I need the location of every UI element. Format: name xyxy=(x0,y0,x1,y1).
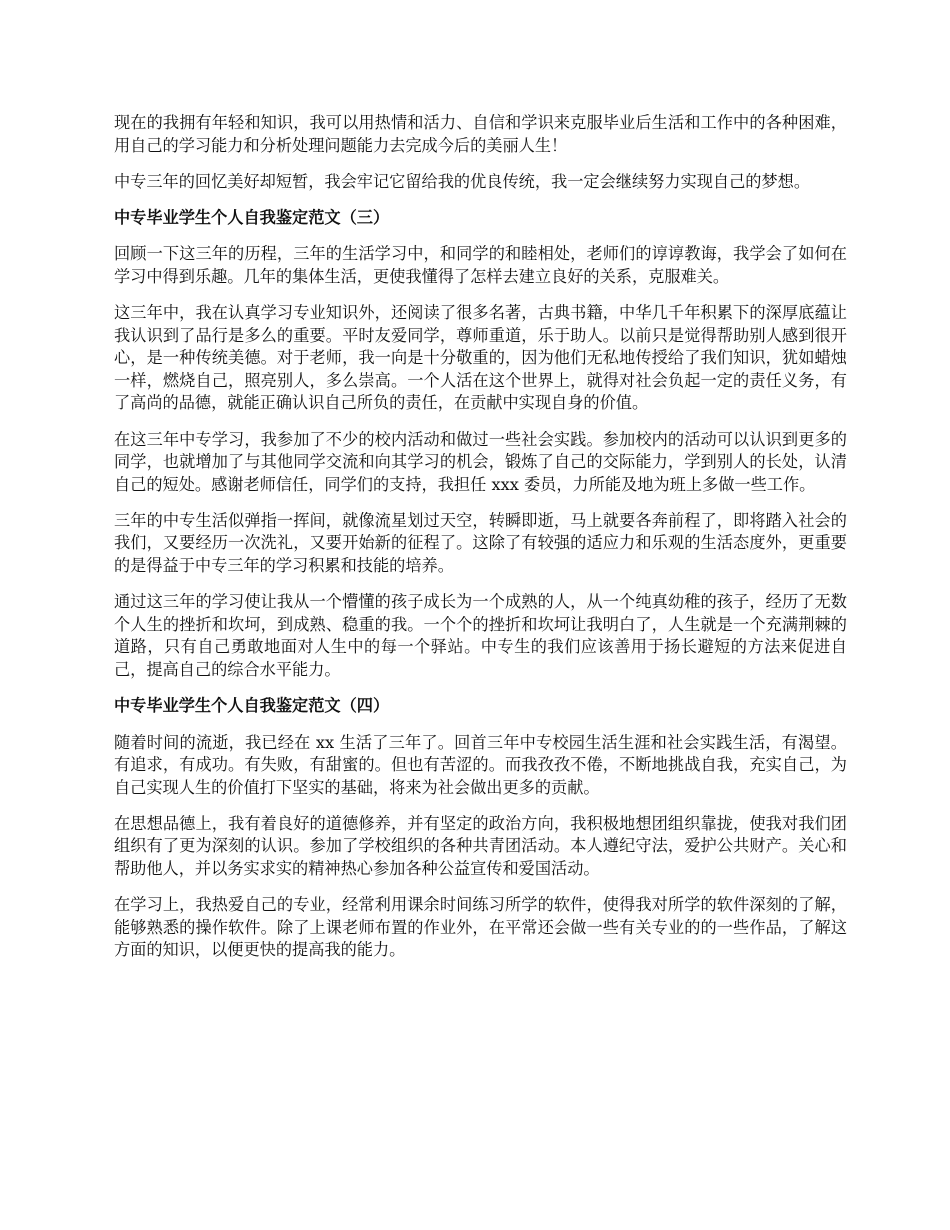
paragraph: 中专三年的回忆美好却短暂，我会牢记它留给我的优良传统，我一定会继续努力实现自己的梦想。 xyxy=(114,171,811,191)
paragraph: 这三年中，我在认真学习专业知识外，还阅读了很多名著，古典书籍，中华几千年积累下的深厚底蕴让我认识到了品行是多么的重要。平时友爱同学，尊师重道，乐于助人。以前只是觉得帮助别人感到很开心，是一种传统美德。对于老师，我一向是十分敬重的，因为他们无私地传授给了我们知识，犹如蜡烛一样，燃烧自己，照亮别人，多么崇高。一个人活在这个世界上，就得对社会负起一定的责任义务，有了高尚的品德，就能正确认识自己所负的责任，在贡献中实现自身的价值。 xyxy=(114,303,847,413)
paragraph: 在学习上，我热爱自己的专业，经常利用课余时间练习所学的软件，使得我对所学的软件深刻的了解，能够熟悉的操作软件。除了上课老师布置的作业外，在平常还会做一些有关专业的的一些作品，了解这方面的知识，以便更快的提高我的能力。 xyxy=(114,895,847,960)
paragraph: 现在的我拥有年轻和知识，我可以用热情和活力、自信和学识来克服毕业后生活和工作中的各种困难，用自己的学习能力和分析处理问题能力去完成今后的美丽人生！ xyxy=(114,113,847,155)
paragraph: 在思想品德上，我有着良好的道德修养，并有坚定的政治方向，我积极地想团组织靠拢，使我对我们团组织有了更为深刻的认识。参加了学校组织的各种共青团活动。本人遵纪守法，爱护公共财产。关心和帮助他人，并以务实求实的精神热心参加各种公益宣传和爱国活动。 xyxy=(114,813,847,879)
paragraph: 回顾一下这三年的历程，三年的生活学习中，和同学的和睦相处，老师们的谆谆教诲，我学会了如何在学习中得到乐趣。几年的集体生活，更使我懂得了怎样去建立良好的关系，克服难关。 xyxy=(114,244,847,286)
paragraph: 随着时间的流逝，我已经在 xx 生活了三年了。回首三年中专校园生活生涯和社会实践生活，有渴望。有追求，有成功。有失败，有甜蜜的。但也有苦涩的。而我孜孜不倦，不断地挑战自我，充实自己，为自己实现人生的价值打下坚实的基础，将来为社会做出更多的贡献。 xyxy=(114,732,847,797)
document-page xyxy=(114,112,847,975)
paragraph: 在这三年中专学习，我参加了不少的校内活动和做过一些社会实践。参加校内的活动可以认识到更多的同学，也就增加了与其他同学交流和向其学习的机会，锻炼了自己的交际能力，学到别人的长处，认清自己的短处。感谢老师信任，同学们的支持，我担任 xxx 委员，力所能及地为班上多做一些工作。 xyxy=(114,429,847,494)
section-heading: 中专毕业学生个人自我鉴定范文（三） xyxy=(114,207,390,227)
section-heading: 中专毕业学生个人自我鉴定范文（四） xyxy=(114,695,390,715)
paragraph: 通过这三年的学习使让我从一个懵懂的孩子成长为一个成熟的人，从一个纯真幼稚的孩子，经历了无数个人生的挫折和坎坷，到成熟、稳重的我。一个个的挫折和坎坷让我明白了，人生就是一个充满荆棘的道路，只有自己勇敢地面对人生中的每一个驿站。中专生的我们应该善用于扬长避短的方法来促进自己，提高自己的综合水平能力。 xyxy=(114,592,847,679)
paragraph: 三年的中专生活似弹指一挥间，就像流星划过天空，转瞬即逝，马上就要各奔前程了，即将踏入社会的我们，又要经历一次洗礼，又要开始新的征程了。这除了有较强的适应力和乐观的生活态度外，更重要的是得益于中专三年的学习积累和技能的培养。 xyxy=(114,510,847,575)
